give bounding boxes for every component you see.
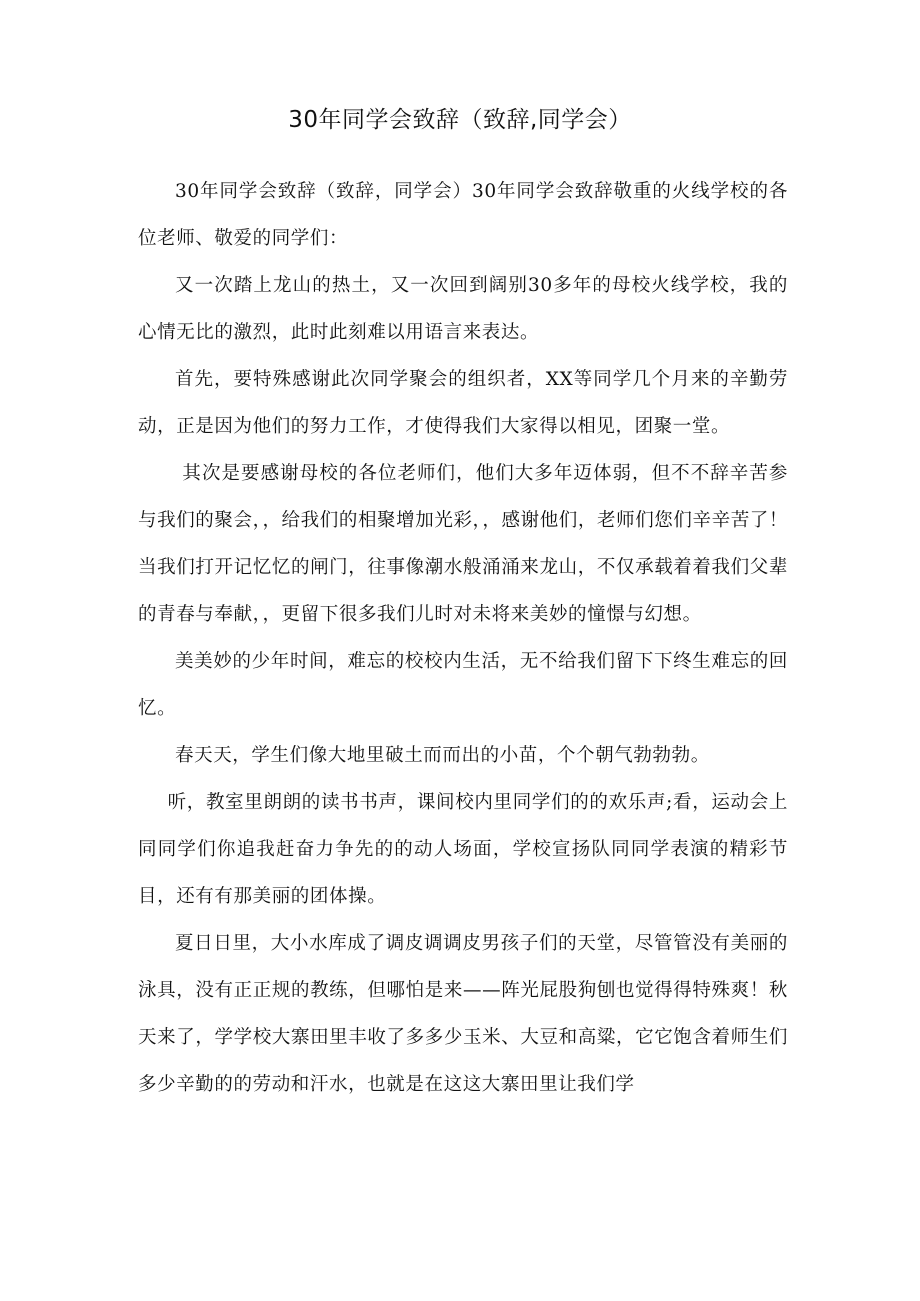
paragraph-summer-autumn: 夏日日里，大小水库成了调皮调调皮男孩子们的天堂，尽管管没有美丽的泳具，没有正正规的教练，但哪怕是来——阵光屁股狗刨也觉得得特殊爽！秋天来了，学学校大寨田里丰收了多多少玉米、大豆和高粱，它它饱含着师生们多少辛勤的的劳动和汗水，也就是在这这大寨田里让我们学 (138, 933, 788, 1095)
paragraph-return: 又一次踏上龙山的热土，又一次回到阔别30多年的母校火线学校，我的心情无比的激烈，此时此刻难以用语言来表达。 (138, 275, 788, 343)
paragraph-thanks-organizers: 首先，要特殊感谢此次同学聚会的组织者，XX等同学几个月来的辛勤劳动，正是因为他们的努力工作，才使得我们大家得以相见，团聚一堂。 (138, 369, 788, 437)
paragraph-spring: 春天天，学生们像大地里破土而而出的小苗，个个朝气勃勃勃。 (175, 745, 710, 766)
paragraph-greeting: 30年同学会致辞（致辞，同学会）30年同学会致辞敬重的火线学校的各位老师、敬爱的同学们： (138, 181, 788, 249)
paragraph-thanks-teachers: 其次是要感谢母校的各位老师们，他们大多年迈体弱，但不不辞辛苦参与我们的聚会，，给我们的相聚增加光彩，，感谢他们，老师们您们辛辛苦了！当我们打开记忆忆的闸门，往事像潮水般涌涌来龙山，不仅承载着着我们父辈的青春与奉献，，更留下很多我们儿时对未将来美妙的憧憬与幻想。 (138, 463, 789, 625)
paragraph-school-life: 听，教室里朗朗的读书书声，课间校内里同学们的的欢乐声;看，运动会上同同学们你追我赶奋力争先的的动人场面，学校宣扬队同同学表演的精彩节目，还有有那美丽的团体操。 (138, 792, 788, 907)
document-body (138, 168, 788, 1108)
paragraph-youth: 美美妙的少年时间，难忘的校校内生活，无不给我们留下下终生难忘的回忆。 (138, 651, 788, 719)
document-title: 30年同学会致辞（致辞,同学会） (288, 107, 632, 133)
